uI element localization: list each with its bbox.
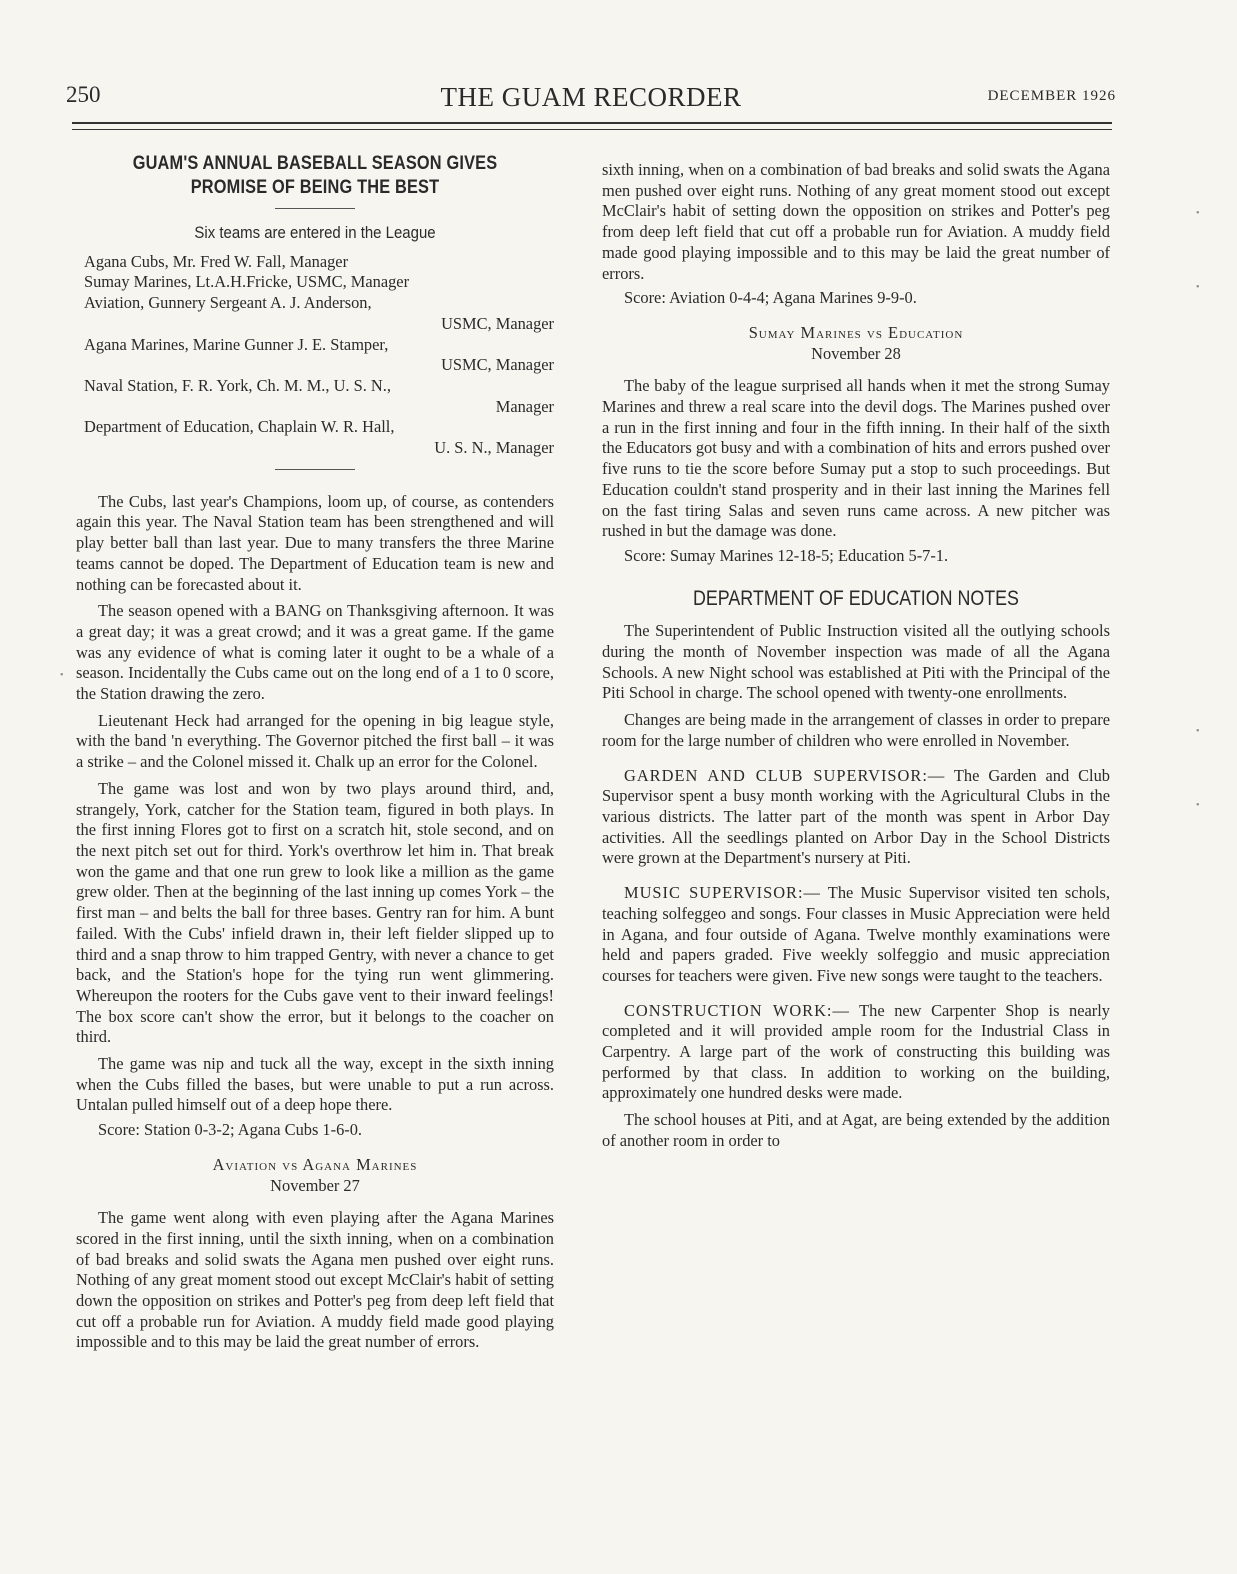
baseball-subhead: Six teams are entered in the League (194, 223, 436, 242)
paragraph-text: The Garden and Club Supervisor spent a busy month working with the Agricultural Clubs in the various districts. The latter part of the month was spent in Arbor Day activities. All the seedlings planted on Arbor Day in the School Districts were grown at the Department's nursery at Piti. (602, 765, 1110, 868)
game-date: November 27 (270, 1175, 360, 1195)
article-paragraph: The Cubs, last year's Champions, loom up, of course, as contenders again this year. The Naval Station team has been strengthened and will play better ball than last year. Due to many transfers the three Marine teams cannot be doped. The Department of Education team is new and nothing can be forecasted about it. (76, 491, 554, 594)
article-paragraph: Lieutenant Heck had arranged for the opening in big league style, with the band 'n everything. The Governor pitched the first ball – it was a strike – and the Colonel missed it. Chalk up an error for the Colonel. (76, 710, 554, 772)
paragraph-text: The Music Supervisor visited ten schols, teaching solfeggeo and songs. Four classes in Music Appreciation were held in Agana, and four outside of Agana. Twelve monthly examinations were held and papers graded. Five weekly solfeggio and music appreciation courses for teachers were given. Five new songs were taught to the teachers. (602, 883, 1110, 985)
manager-entry-cont: U. S. N., Manager (434, 438, 554, 458)
score-line: Score: Aviation 0-4-4; Agana Marines 9-9-0. (624, 288, 917, 308)
score-line: Score: Sumay Marines 12-18-5; Education 5-7-1. (624, 545, 949, 565)
header-rule-thin (72, 129, 1112, 130)
manager-entry: Department of Education, Chaplain W. R. Hall, (84, 417, 395, 437)
issue-date: DECEMBER 1926 (987, 88, 1116, 104)
paragraph-text: Changes are being made in the arrangement of classes in order to prepare room for the large number of children who were enrolled in November. (602, 710, 1110, 750)
left-column (76, 152, 554, 1352)
paragraph-text: The new Carpenter Shop is nearly completed and it will provided ample room for the Industrial Class in Carpentry. A large part of the work of constructing this building was performed by that class. In addition to working on the building, approximately one hundred desks were made. (602, 1000, 1110, 1103)
manager-entry: Sumay Marines, Lt.A.H.Fricke, USMC, Manager (84, 272, 410, 292)
article-paragraph: The season opened with a BANG on Thanksgiving afternoon. It was a great day; it was a great crowd; and it was a great game. If the game was any evidence of what is coming later it ought to be a whale of a season. Incidentally the Cubs came out on the long end of a 1 to 0 score, the Station drawing the zero. (76, 601, 554, 704)
paragraph-text: The school houses at Piti, and at Agat, are being extended by the addition of another room in order to (602, 1110, 1110, 1150)
speck-mark: • (1196, 282, 1200, 293)
article-paragraph: The game went along with even playing after the Agana Marines scored in the first inning, until the sixth inning, when on a combination of bad breaks and solid swats the Agana men pushed over eight runs. Nothing of any great moment stood out except McClair's habit of setting down the opposition on strikes and Potter's peg from deep left field that cut off a probable run for Aviation. A muddy field made good playing impossible and to this may be laid the great number of errors. (76, 1208, 554, 1352)
header-rule (72, 122, 1112, 124)
divider (275, 208, 355, 209)
education-paragraph (602, 710, 1110, 751)
manager-entry: Agana Marines, Marine Gunner J. E. Stamper, (84, 334, 389, 354)
article-paragraph: The game was lost and won by two plays around third, and, strangely, York, catcher for the Station team, figured in both plays. In the first inning Flores got to first on a scratch hit, stole second, and on the next pitch set out for third. York's overthrow let him in. That break won the game and that one run grew to look like a million as the game grew older. Then at the beginning of the last inning up comes York – the first man – and belts the ball for three bases. Gentry ran for him. A bunt failed. With the Cubs' infield drawn in, their left fielder slipped up to third and a snap throw to him trapped Gentry, with never a chance to get back, and the Station's hope for the tying run went glimmering. Whereupon the rooters for the Cubs gave vent to their inward feelings! The box score can't show the error, but it belongs to the coacher on third. (76, 778, 554, 1047)
education-paragraph (602, 766, 1110, 870)
paragraph-lead: CONSTRUCTION WORK:— (624, 1000, 850, 1020)
paragraph-lead: MUSIC SUPERVISOR:— (624, 883, 821, 903)
baseball-headline: GUAM'S ANNUAL BASEBALL SEASON GIVES PROMISE OF BEING THE BEST (132, 153, 498, 198)
page-header (66, 82, 1116, 116)
speck-mark: • (1196, 208, 1200, 219)
speck-mark: • (1196, 800, 1200, 811)
education-paragraph (602, 1110, 1110, 1151)
right-column (602, 160, 1110, 1152)
education-paragraph (602, 621, 1110, 704)
page-number: 250 (66, 82, 101, 107)
education-paragraph (602, 1001, 1110, 1105)
managers-list (76, 252, 554, 459)
paragraph-text: The Superintendent of Public Instruction visited all the outlying schools during the month of November inspection was made of all the Agana Schools. A new Night school was established at Piti with the Principal of the Piti School in charge. The school opened with twenty-one enrollments. (602, 621, 1110, 703)
game-title: Sumay Marines vs Education (748, 322, 964, 342)
manager-entry: Naval Station, F. R. York, Ch. M. M., U. S. N., (84, 375, 391, 395)
speck-mark: • (60, 670, 64, 681)
article-paragraph: The game was nip and tuck all the way, except in the sixth inning when the Cubs filled the bases, but were unable to put a run across. Untalan pulled himself out of a deep hope there. (76, 1054, 554, 1115)
manager-entry-cont: USMC, Manager (441, 313, 554, 333)
manager-entry: Aviation, Gunnery Sergeant A. J. Anderson, (84, 293, 372, 313)
paragraph-lead: GARDEN AND CLUB SUPERVISOR:— (624, 765, 946, 785)
article-paragraph: The baby of the league surprised all hands when it met the strong Sumay Marines and threw a real scare into the devil dogs. The Marines pushed over a run in the first inning and four in the fifth inning. In their half of the sixth the Educators got busy and with a combination of hits and errors pushed over five runs to tie the score before Sumay put a stop to such proceedings. But Education couldn't stand prosperity and in their last inning the Marines fell on the fast tiring Salas and seven runs came across. A new pitcher was rushed in but the damage was done. (602, 376, 1110, 541)
education-paragraph (602, 883, 1110, 987)
education-headline: DEPARTMENT OF EDUCATION NOTES (693, 586, 1019, 610)
manager-entry-cont: Manager (495, 396, 554, 416)
publication-title: THE GUAM RECORDER (440, 82, 742, 112)
game-title: Aviation vs Agana Marines (212, 1154, 418, 1174)
manager-entry: Agana Cubs, Mr. Fred W. Fall, Manager (84, 251, 349, 271)
article-paragraph-cont: sixth inning, when on a combination of bad breaks and solid swats the Agana men pushed over eight runs. Nothing of any great moment stood out except McClair's habit of setting down the opposition on strikes and Potter's peg from deep left field that cut off a probable run for Aviation. A muddy field made good playing impossible and to this may be laid the great number of errors. (602, 160, 1110, 283)
speck-mark: • (1196, 726, 1200, 737)
game-date: November 28 (811, 343, 901, 363)
score-line: Score: Station 0-3-2; Agana Cubs 1-6-0. (98, 1120, 363, 1140)
manager-entry-cont: USMC, Manager (441, 355, 554, 375)
divider (275, 469, 355, 470)
